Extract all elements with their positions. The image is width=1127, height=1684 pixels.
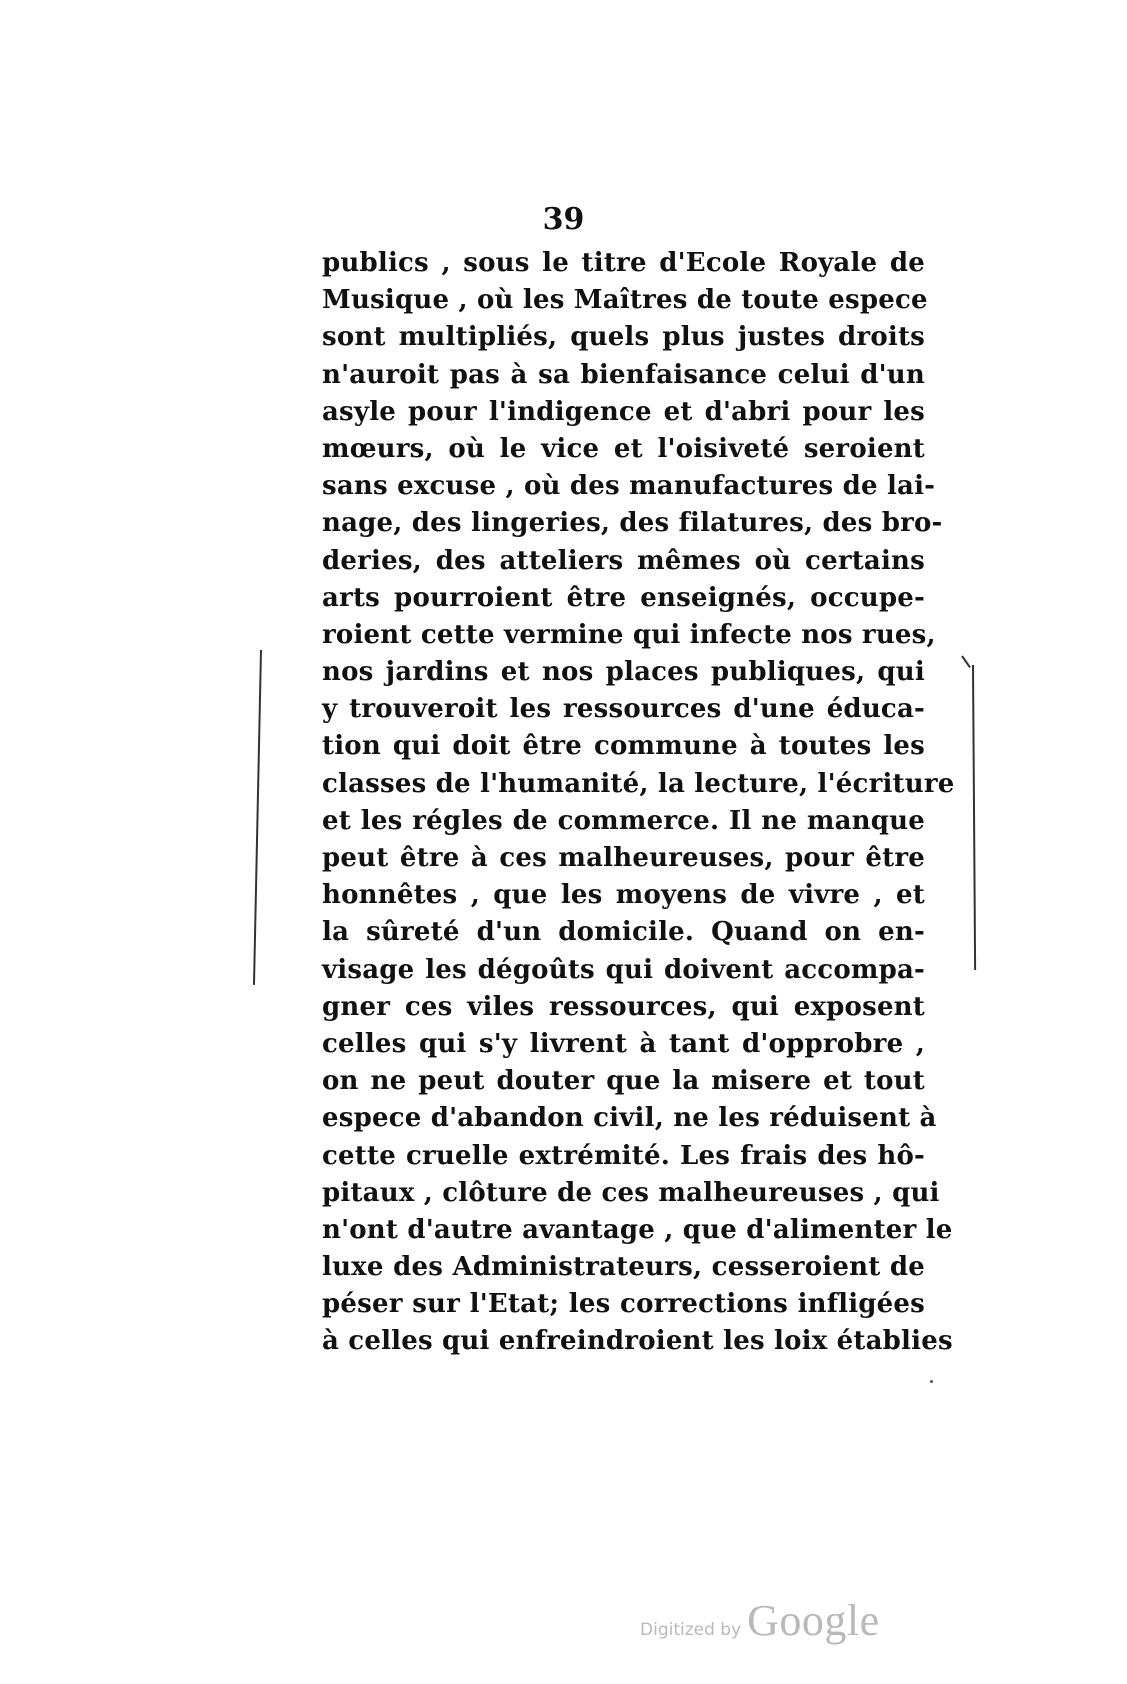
ink-dot <box>930 1380 933 1383</box>
text-line: peut être à ces malheureuses, pour être <box>322 843 925 873</box>
text-line: n'auroit pas à sa bienfaisance celui d'un <box>322 359 925 390</box>
text-line: à celles qui enfreindroient les loix établies <box>322 1326 953 1357</box>
page-number: 39 <box>542 202 585 237</box>
text-line: n'ont d'autre avantage , que d'alimenter le <box>322 1214 953 1245</box>
text-line: classes de l'humanité, la lecture, l'écriture <box>322 768 955 799</box>
text-line: visage les dégoûts qui doivent accompa- <box>322 954 925 985</box>
google-logo-text: Google <box>747 1596 880 1645</box>
right-margin-line <box>972 665 976 970</box>
text-line: Musique , où les Maîtres de toute espece <box>322 285 928 316</box>
text-line: sont multipliés, quels plus justes droits <box>322 322 925 353</box>
text-line: on ne peut douter que la misere et tout <box>322 1066 925 1097</box>
text-line: luxe des Administrateurs, cesseroient de <box>322 1252 925 1283</box>
digitization-watermark <box>640 1595 880 1646</box>
text-line: péser sur l'Etat; les corrections infligées <box>322 1289 925 1320</box>
text-line: tion qui doit être commune à toutes les <box>322 731 925 762</box>
right-margin-hook <box>961 655 971 668</box>
text-line: mœurs, où le vice et l'oisiveté seroient <box>322 433 925 464</box>
text-line: cette cruelle extrémité. Les frais des hô- <box>322 1140 925 1171</box>
text-line: honnêtes , que les moyens de vivre , et <box>322 880 925 911</box>
text-line: espece d'abandon civil, ne les réduisent à <box>322 1103 937 1134</box>
text-line: deries, des atteliers mêmes où certains <box>322 545 925 576</box>
text-line: publics , sous le titre d'Ecole Royale de <box>322 248 925 278</box>
text-line: celles qui s'y livrent à tant d'opprobre , <box>322 1028 925 1059</box>
text-line: la sûreté d'un domicile. Quand on en- <box>322 917 925 948</box>
text-line: y trouveroit les ressources d'une éduca- <box>322 694 925 725</box>
text-line: arts pourroient être enseignés, occupe- <box>322 582 925 613</box>
text-line: nage, des lingeries, des filatures, des bro- <box>322 508 943 539</box>
text-line: asyle pour l'indigence et d'abri pour les <box>322 396 925 427</box>
text-line: nos jardins et nos places publiques, qui <box>322 657 925 688</box>
left-margin-line <box>253 650 262 985</box>
text-line: sans excuse , où des manufactures de lai- <box>322 471 936 502</box>
text-line: et les régles de commerce. Il ne manque <box>322 805 925 836</box>
watermark-prefix: Digitized by <box>640 1620 742 1640</box>
text-line: gner ces viles ressources, qui exposent <box>322 991 925 1022</box>
text-line: roient cette vermine qui infecte nos rues, <box>322 619 936 650</box>
text-line: pitaux , clôture de ces malheureuses , qui <box>322 1177 940 1208</box>
body-text <box>322 245 955 1361</box>
